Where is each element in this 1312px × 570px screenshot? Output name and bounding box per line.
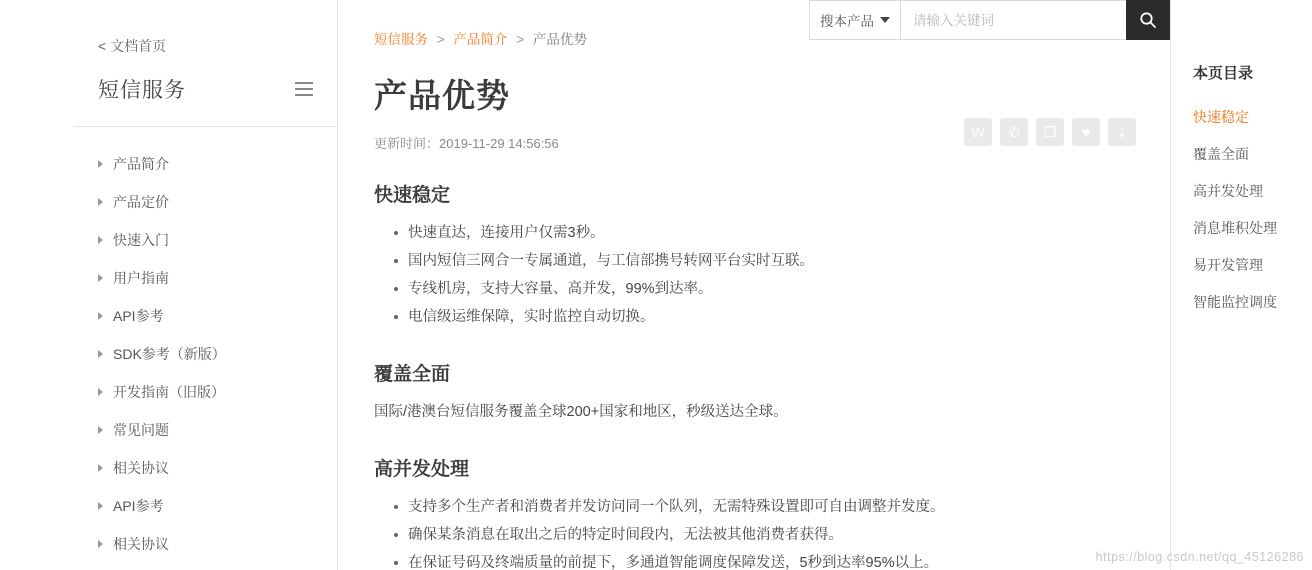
sidebar-item-8[interactable] bbox=[74, 449, 337, 487]
sidebar-item-1[interactable] bbox=[74, 183, 337, 221]
toc-item-0[interactable]: 快速稳定 bbox=[1193, 109, 1249, 125]
search-bar bbox=[809, 0, 1170, 40]
chevron-right-icon bbox=[98, 464, 103, 472]
sidebar-item-label: 开发指南（旧版） bbox=[113, 384, 225, 400]
list-item: 在保证号码及终端质量的前提下，多通道智能调度保障发送，5秒到达率95%以上。 bbox=[394, 549, 1136, 570]
chevron-right-icon bbox=[98, 350, 103, 358]
breadcrumb-current: 产品优势 bbox=[532, 32, 587, 47]
chevron-right-icon bbox=[98, 160, 103, 168]
section-list-2 bbox=[374, 493, 1136, 570]
toc-item-5[interactable]: 智能监控调度 bbox=[1193, 294, 1277, 310]
download-icon[interactable]: ⤓ bbox=[1108, 118, 1136, 146]
chevron-right-icon bbox=[98, 502, 103, 510]
section-heading-2: 高并发处理 bbox=[374, 459, 470, 480]
list-item: 电信级运维保障，实时监控自动切换。 bbox=[394, 303, 1136, 331]
sidebar bbox=[74, 0, 338, 570]
toc-item-1[interactable]: 覆盖全面 bbox=[1193, 146, 1249, 162]
chevron-right-icon bbox=[98, 540, 103, 548]
sidebar-item-9[interactable] bbox=[74, 487, 337, 525]
sidebar-item-10[interactable] bbox=[74, 525, 337, 563]
search-scope-label: 搜本产品 bbox=[820, 14, 874, 29]
sidebar-title: 短信服务 bbox=[98, 79, 186, 102]
watermark: https://blog.csdn.net/qq_45126286 bbox=[1095, 550, 1304, 564]
section-heading-0: 快速稳定 bbox=[374, 185, 451, 206]
update-time-label: 更新时间： bbox=[374, 136, 440, 151]
toc-item-4[interactable]: 易开发管理 bbox=[1193, 257, 1263, 273]
page-title: 产品优势 bbox=[374, 77, 510, 114]
sidebar-item-label: 产品简介 bbox=[113, 156, 169, 172]
update-time-value: 2019-11-29 14:56:56 bbox=[439, 136, 559, 151]
breadcrumb-item-1[interactable]: 产品简介 bbox=[453, 32, 508, 47]
chevron-right-icon bbox=[98, 198, 103, 206]
search-icon bbox=[1139, 11, 1157, 29]
sidebar-home-link[interactable]: < 文档首页 bbox=[98, 38, 167, 54]
list-item: 快速直达，连接用户仅需3秒。 bbox=[394, 219, 1136, 247]
hamburger-icon[interactable] bbox=[295, 82, 313, 96]
chevron-right-icon bbox=[98, 274, 103, 282]
sidebar-item-label: 相关协议 bbox=[113, 460, 169, 476]
toc-title: 本页目录 bbox=[1193, 65, 1254, 82]
sidebar-item-label: 用户指南 bbox=[113, 270, 169, 286]
list-item: 支持多个生产者和消费者并发访问同一个队列，无需特殊设置即可自由调整并发度。 bbox=[394, 493, 1136, 521]
chevron-right-icon bbox=[98, 312, 103, 320]
search-button[interactable] bbox=[1126, 0, 1170, 40]
list-item: 国内短信三网合一专属通道，与工信部携号转网平台实时互联。 bbox=[394, 247, 1136, 275]
toc-item-3[interactable]: 消息堆积处理 bbox=[1193, 220, 1277, 236]
table-of-contents bbox=[1170, 0, 1302, 570]
sidebar-item-label: 常见问题 bbox=[113, 422, 169, 438]
sidebar-item-label: 相关协议 bbox=[113, 536, 169, 552]
sidebar-item-6[interactable] bbox=[74, 373, 337, 411]
sidebar-item-label: API参考 bbox=[113, 308, 164, 324]
sidebar-header bbox=[74, 70, 337, 127]
breadcrumb-separator: > bbox=[516, 32, 525, 47]
chevron-right-icon bbox=[98, 388, 103, 396]
toc-item-2[interactable]: 高并发处理 bbox=[1193, 183, 1263, 199]
sidebar-item-0[interactable] bbox=[74, 145, 337, 183]
sidebar-item-label: API参考 bbox=[113, 498, 164, 514]
sidebar-item-label: 快速入门 bbox=[113, 232, 169, 248]
search-scope-dropdown[interactable] bbox=[809, 0, 900, 40]
chevron-right-icon bbox=[98, 426, 103, 434]
qzone-icon[interactable]: ❐ bbox=[1036, 118, 1064, 146]
favorite-icon[interactable]: ♥ bbox=[1072, 118, 1100, 146]
sidebar-item-2[interactable] bbox=[74, 221, 337, 259]
chevron-right-icon bbox=[98, 236, 103, 244]
chevron-down-icon bbox=[880, 17, 890, 23]
section-list-0 bbox=[374, 219, 1136, 331]
sidebar-item-label: 产品定价 bbox=[113, 194, 169, 210]
sidebar-nav bbox=[74, 127, 337, 563]
list-item: 确保某条消息在取出之后的特定时间段内，无法被其他消费者获得。 bbox=[394, 521, 1136, 549]
sidebar-item-4[interactable] bbox=[74, 297, 337, 335]
sidebar-item-label: SDK参考（新版） bbox=[113, 346, 226, 362]
main-content bbox=[338, 0, 1170, 570]
wechat-icon[interactable]: ✆ bbox=[1000, 118, 1028, 146]
section-paragraph-1: 国际/港澳台短信服务覆盖全球200+国家和地区，秒级送达全球。 bbox=[374, 404, 788, 420]
breadcrumb-separator: > bbox=[436, 32, 445, 47]
share-buttons bbox=[964, 118, 1136, 146]
section-heading-1: 覆盖全面 bbox=[374, 364, 451, 385]
weibo-icon[interactable]: W bbox=[964, 118, 992, 146]
breadcrumb-item-0[interactable]: 短信服务 bbox=[374, 32, 428, 47]
search-input[interactable] bbox=[900, 0, 1126, 40]
sidebar-item-3[interactable] bbox=[74, 259, 337, 297]
sidebar-item-7[interactable] bbox=[74, 411, 337, 449]
list-item: 专线机房，支持大容量、高并发，99%到达率。 bbox=[394, 275, 1136, 303]
sidebar-item-5[interactable] bbox=[74, 335, 337, 373]
